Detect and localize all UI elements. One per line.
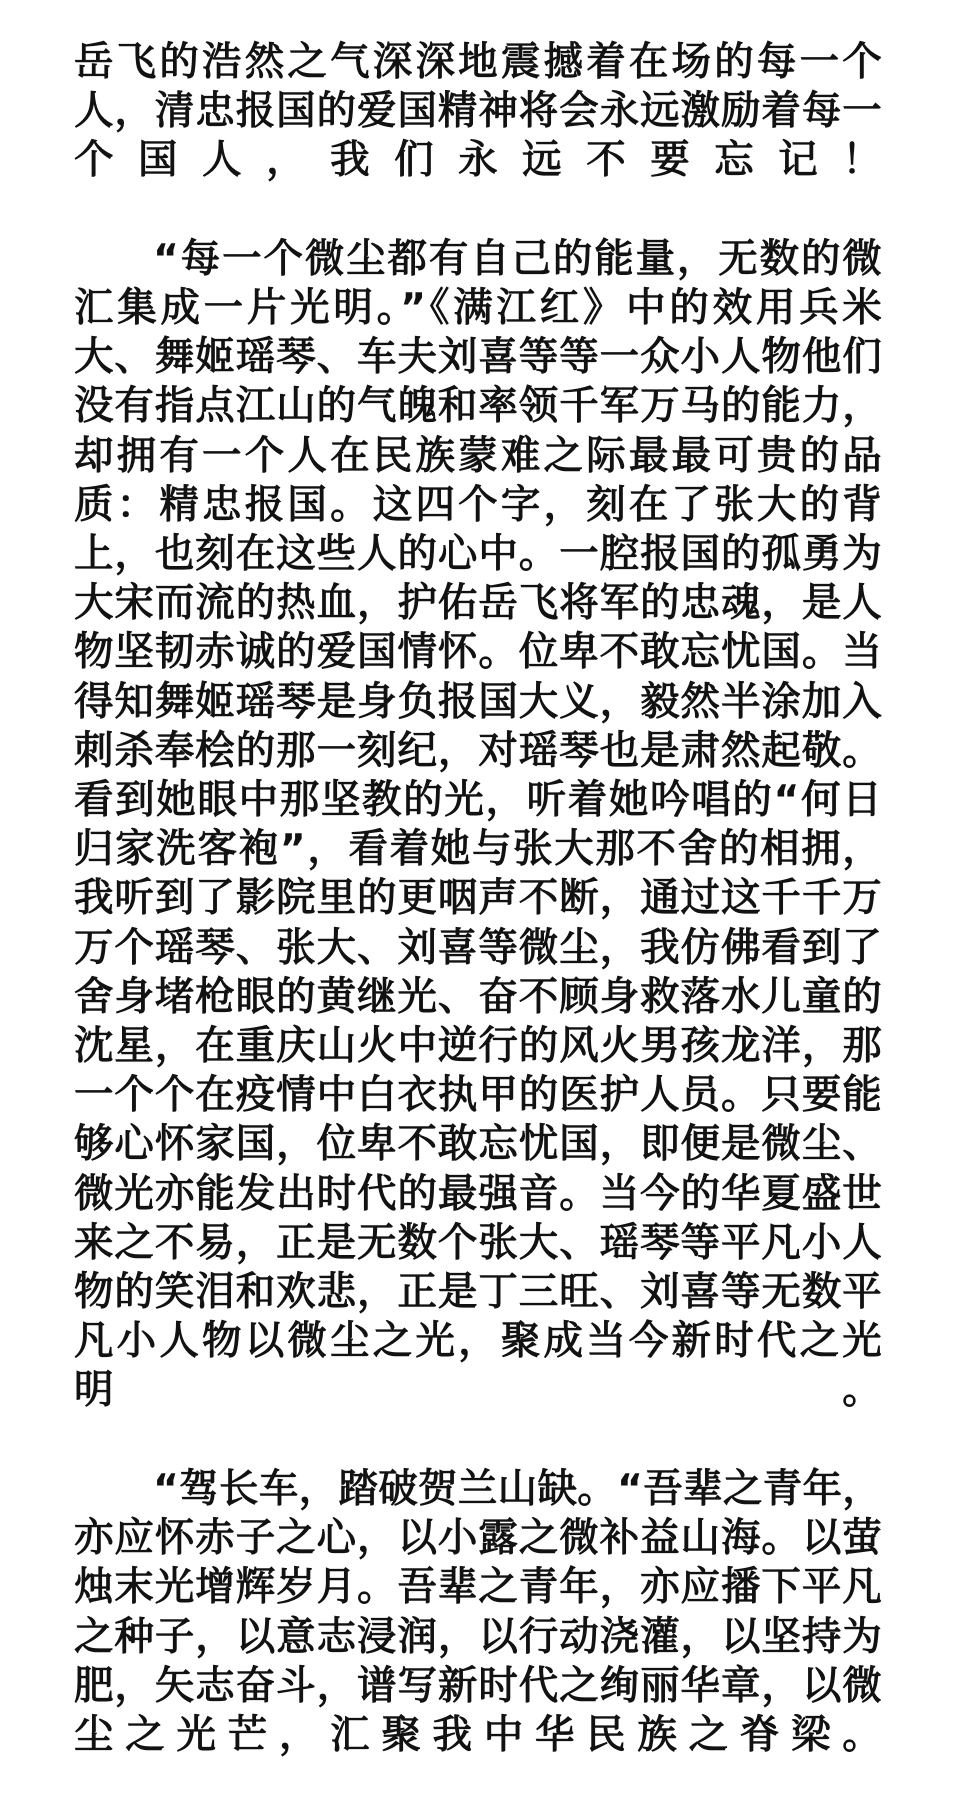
paragraph-3: “驾长车，踏破贺兰山缺。“吾辈之青年，亦应怀赤子之心，以小露之微补益山海。以萤烛末光增辉岁月。吾辈之青年，亦应播下平凡之种子，以意志浸润，以行动浇灌，以坚持为肥，矢志奋斗，谱写新时代之绚丽华章，以微尘之光芒，汇聚我中华民族之脊梁。	[74, 1465, 882, 1758]
document-text-body	[74, 38, 882, 1809]
paragraph-1: 岳飞的浩然之气深深地震撼着在场的每一个人，清忠报国的爱国精神将会永远激励着每一个国人，我们永远不要忘记！	[74, 39, 882, 184]
paragraph-2: “每一个微尘都有自己的能量，无数的微汇集成一片光明。”《满江红》中的效用兵米大、舞姬瑶琴、车夫刘喜等等一众小人物他们没有指点江山的气魄和率领千军万马的能力，却拥有一个人在民族蒙难之际最最可贵的品质：精忠报国。这四个字，刻在了张大的背上，也刻在这些人的心中。一腔报国的孤勇为大宋而流的热血，护佑岳飞将军的忠魂，是人物坚韧赤诚的爱国情怀。位卑不敢忘忧国。当得知舞姬瑶琴是身负报国大义，毅然半涂加入刺杀奉桧的那一刻纪，对瑶琴也是肃然起敬。看到她眼中那坚教的光，听着她吟唱的“何日归家洗客袍”，看着她与张大那不舍的相拥，我听到了影院里的更咽声不断，通过这千千万万个瑶琴、张大、刘喜等微尘，我仿佛看到了舍身堵枪眼的黄继光、奋不顾身救落水儿童的沈星，在重庆山火中逆行的风火男孩龙洋，那一个个在疫情中白衣执甲的医护人员。只要能够心怀家国，位卑不敢忘忧国，即便是微尘、微光亦能发出时代的最强音。当今的华夏盛世来之不易，正是无数个张大、瑶琴等平凡小人物的笑泪和欢悲，正是丁三旺、刘喜等无数平凡小人物以微尘之光，聚成当今新时代之光明。	[74, 235, 882, 1414]
